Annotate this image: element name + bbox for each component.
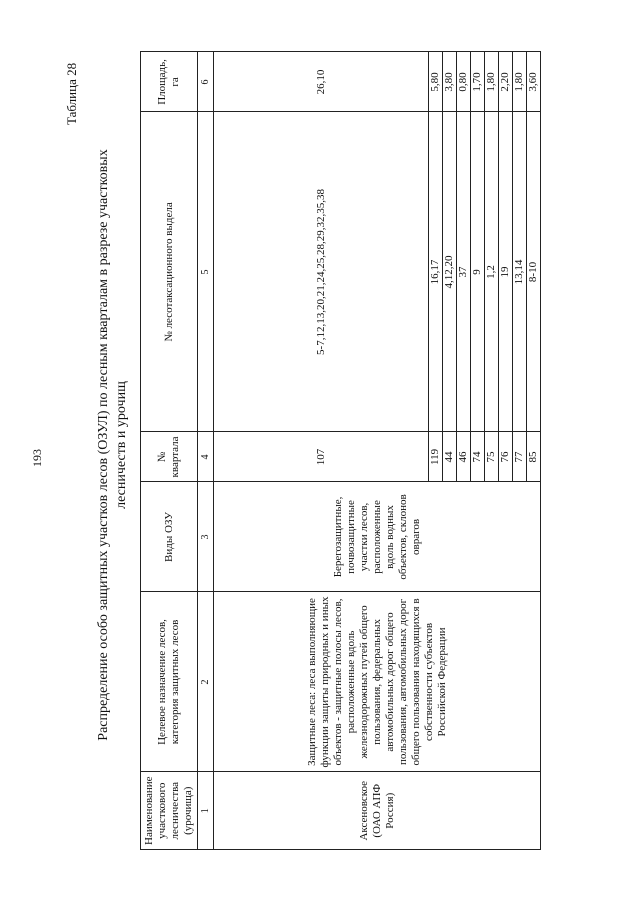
plot-cell: 8-10 [527,112,541,432]
quarter-cell: 107 [214,432,429,482]
header-plot: № лесотаксационного выдела [141,112,198,432]
header-purpose: Целевое назначение лесов, категория защитных лесов [141,592,198,772]
area-cell: 2,20 [499,52,513,112]
column-number: 4 [198,432,214,482]
plot-cell: 9 [471,112,485,432]
table-row [214,52,429,850]
quarter-cell: 77 [513,432,527,482]
ozu-type-cell: Берегозащитные, почвозащитные участки лесов, расположенные вдоль водных объектов, склонов оврагов [214,482,541,592]
header-area: Площадь, га [141,52,198,112]
plot-cell: 4,12,20 [443,112,457,432]
plot-cell: 13,14 [513,112,527,432]
quarter-cell: 119 [429,432,443,482]
table-title: Распределение особо защитных участков лесов (ОЗУЛ) по лесным кварталам в разрезе участковых лесничеств и урочищ [96,149,129,741]
quarter-cell: 46 [457,432,471,482]
area-cell: 1,80 [513,52,527,112]
area-cell: 26,10 [214,52,429,112]
plot-cell: 37 [457,112,471,432]
area-cell: 3,60 [527,52,541,112]
header-ozu-type: Виды ОЗУ [141,482,198,592]
header-forestry: Наименование участкового лесничества (урочища) [141,772,198,850]
plot-cell: 1,2 [485,112,499,432]
header-quarter: № квартала [141,432,198,482]
page-number: 193 [30,449,44,467]
column-number: 1 [198,772,214,850]
column-number: 3 [198,482,214,592]
plot-cell: 19 [499,112,513,432]
area-cell: 5,80 [429,52,443,112]
area-cell: 0,80 [457,52,471,112]
plot-cell: 5-7,12,13,20,21,24,25,28,29,32,35,38 [214,112,429,432]
ozul-table [140,51,541,850]
area-cell: 1,80 [485,52,499,112]
quarter-cell: 76 [499,432,513,482]
column-number: 5 [198,112,214,432]
quarter-cell: 75 [485,432,499,482]
quarter-cell: 44 [443,432,457,482]
quarter-cell: 85 [527,432,541,482]
column-number: 2 [198,592,214,772]
area-cell: 1,70 [471,52,485,112]
plot-cell: 16,17 [429,112,443,432]
column-number-row [198,52,214,850]
forestry-cell: Аксеновское (ОАО АПФ Россия) [214,772,541,850]
purpose-cell: Защитные леса: леса выполняющие функции защиты природных и иных объектов - защитные полосы лесов, расположенные вдоль железнодорожных путей общего пользования, федеральных автомобильных дорог общего пользования, автомобильных дорог общего пользования находящихся в собственности субъектов Российской Федерации [214,592,541,772]
area-cell: 3,80 [443,52,457,112]
table-number: Таблица 28 [64,62,79,125]
header-row [141,52,198,850]
quarter-cell: 74 [471,432,485,482]
column-number: 6 [198,52,214,112]
